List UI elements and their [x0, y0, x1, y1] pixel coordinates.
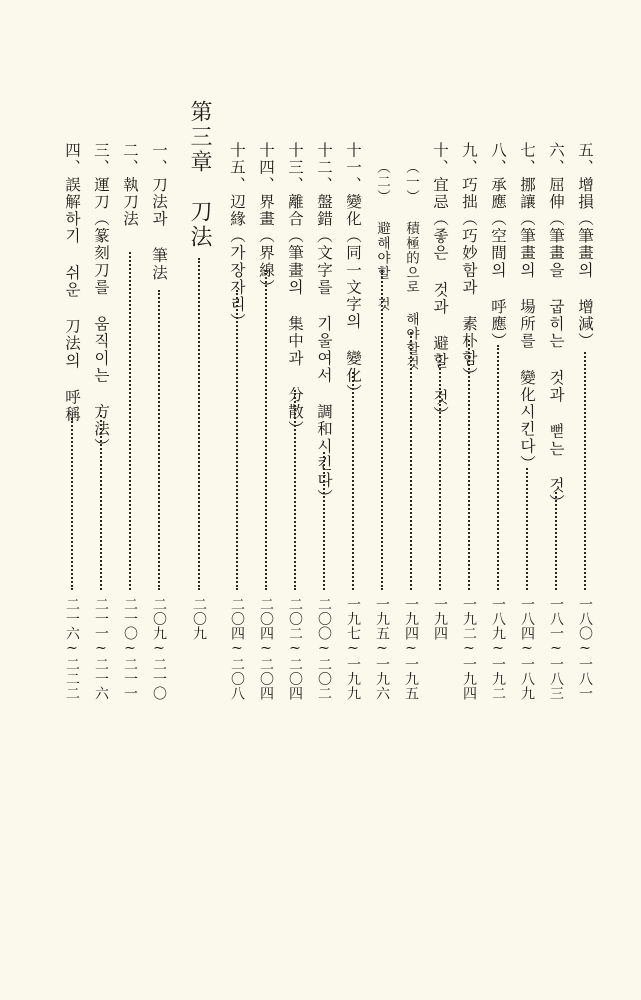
- toc-entry[interactable]: [369, 0, 395, 1000]
- entry-title: 四、誤解하기 쉬운 刀法의 呼稱: [63, 142, 81, 424]
- page-number: 一九二~一九四: [461, 597, 477, 701]
- page-number: 一九四: [432, 597, 448, 641]
- dot-leader: [265, 270, 267, 590]
- entry-title: 六、屈伸（筆畫을 굽히는 것과 뻗는 것）: [547, 142, 565, 512]
- dot-leader: [129, 252, 131, 590]
- dot-leader: [526, 468, 528, 590]
- dot-leader: [584, 352, 586, 590]
- entry-title: 十、宜忌（좋은 것과 避할 것）: [431, 142, 449, 424]
- toc-entry[interactable]: [456, 0, 482, 1000]
- toc-entry[interactable]: [224, 0, 250, 1000]
- entry-title: 二、執刀法: [121, 142, 139, 228]
- page-number: 二〇〇~二〇二: [316, 597, 332, 701]
- entry-title: （一） 積極的으로 해야할것: [403, 160, 419, 371]
- page-number: 二〇四~二〇四: [258, 597, 274, 701]
- dot-leader: [497, 345, 499, 590]
- dot-leader: [381, 270, 383, 590]
- toc-entry[interactable]: [253, 0, 279, 1000]
- toc-entry[interactable]: [427, 0, 453, 1000]
- toc-entry[interactable]: [117, 0, 143, 1000]
- dot-leader: [71, 418, 73, 590]
- dot-leader: [410, 332, 412, 590]
- entry-title: 一、刀法과 筆法: [150, 142, 168, 282]
- entry-title: 九、巧拙（巧妙함과 素朴함）: [460, 142, 478, 384]
- page-number: 二〇二~二〇四: [287, 597, 303, 701]
- dot-leader: [100, 415, 102, 590]
- toc-entry[interactable]: [146, 0, 172, 1000]
- chapter-title: 第三章 刀法: [187, 100, 212, 250]
- page-number: 二一六~二二二: [64, 597, 80, 701]
- entry-title: （二） 避해야할 것: [374, 160, 390, 312]
- toc-entry[interactable]: [311, 0, 337, 1000]
- toc-entry[interactable]: [398, 0, 424, 1000]
- toc-entry[interactable]: [340, 0, 366, 1000]
- page-number: 一九七~一九九: [345, 597, 361, 701]
- page-number: 二〇九: [191, 597, 207, 641]
- dot-leader: [439, 355, 441, 590]
- dot-leader: [323, 452, 325, 590]
- toc-entry[interactable]: [88, 0, 114, 1000]
- dot-leader: [236, 290, 238, 590]
- page-number: 一八九~一九二: [490, 597, 506, 701]
- entry-title: 十一、變化（同一文字의 變化）: [344, 142, 362, 401]
- toc-entry[interactable]: [543, 0, 569, 1000]
- page-number: 二〇九~二一〇: [151, 597, 167, 701]
- dot-leader: [555, 492, 557, 590]
- page-number: 一九四~一九五: [403, 597, 419, 701]
- toc-entry[interactable]: [485, 0, 511, 1000]
- entry-title: 十三、離合（筆畫의 集中과 分散）: [286, 142, 304, 438]
- toc-entry[interactable]: [514, 0, 540, 1000]
- toc-entry[interactable]: [282, 0, 308, 1000]
- dot-leader: [198, 258, 200, 590]
- entry-title: 七、挪讓（筆畫의 場所를 變化시킨다）: [518, 142, 536, 472]
- page-number: 二一一~二一六: [93, 597, 109, 701]
- dot-leader: [468, 340, 470, 590]
- page-number: 一八〇~一八一: [577, 597, 593, 701]
- page-number: 二〇四~二〇八: [229, 597, 245, 701]
- page-number: 一九五~一九六: [374, 597, 390, 701]
- toc-entry[interactable]: [184, 0, 214, 1000]
- entry-title: 五、增損（筆畫의 增減）: [576, 142, 594, 350]
- page-number: 二一〇~二一一: [122, 597, 138, 701]
- toc-entry[interactable]: [572, 0, 598, 1000]
- toc-entry[interactable]: [59, 0, 85, 1000]
- dot-leader: [294, 390, 296, 590]
- entry-title: 十四、界畫（界線）: [257, 142, 275, 296]
- entry-title: 十五、辺緣（가장자리）: [228, 142, 246, 331]
- entry-title: 八、承應（空間의 呼應）: [489, 142, 507, 350]
- entry-title: 三、運刀（篆刻刀를 움직이는 方法）: [92, 142, 110, 455]
- dot-leader: [352, 372, 354, 590]
- page-number: 一八一~一八三: [548, 597, 564, 701]
- page-number: 一八四~一八九: [519, 597, 535, 701]
- dot-leader: [158, 290, 160, 590]
- entry-title: 十二、盤錯（文字를 기울여서 調和시킨다）: [315, 142, 333, 507]
